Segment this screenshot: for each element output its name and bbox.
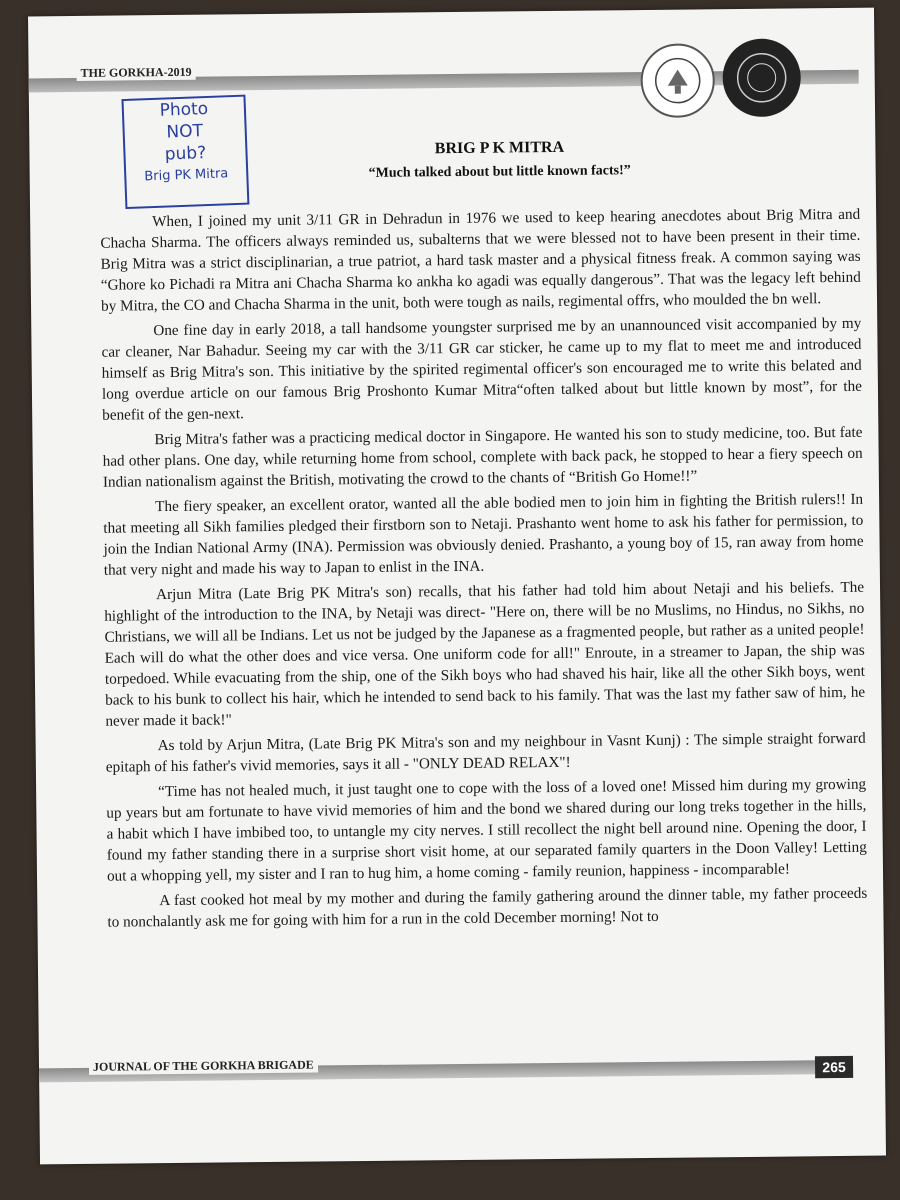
paragraph: A fast cooked hot meal by my mother and during the family gathering around the dinner table, my father proceeds to nonchalantly ask me for going with him for a run in the cold December morning! Not to — [107, 884, 868, 931]
article-body — [100, 204, 868, 937]
emblem-icon — [652, 55, 703, 106]
regiment-emblem-logo — [640, 43, 715, 118]
note-line: pub? — [164, 143, 207, 165]
article-title: BRIG P K MITRA — [434, 138, 565, 158]
paragraph: When, I joined my unit 3/11 GR in Dehradun in 1976 we used to keep hearing anecdotes about Brig Mitra and Chacha Sharma. The officers always reminded us, subalterns that we were blessed not to have been present in their time. Brig Mitra was a strict disciplinarian, a true patriot, a hard task master and a physical fitness freak. A common saying was “Ghore ko Pichadi ra Mitra ani Chacha Sharma ko ankha ko agadi was equally dangerous”. That was the legacy left behind by Mitra, the CO and Chacha Sharma in the unit, both were tough as nails, regimental offrs, who moulded the bn well. — [100, 205, 861, 315]
note-line: NOT — [166, 121, 204, 143]
jubilee-logo — [722, 38, 801, 117]
header-journal-year: THE GORKHA-2019 — [77, 65, 196, 81]
paragraph: The fiery speaker, an excellent orator, wanted all the able bodied men to join him in fighting the British rulers!! In that meeting all Sikh families pledged their firstborn son to Netaji. Prashanto went home to ask his father for permission, to join the Indian National Army (INA). Permission was obviously denied. Prashanto, a young boy of 15, ran away from home that very night and made his way to Japan to enlist in the INA. — [103, 490, 864, 579]
note-line: Photo — [159, 98, 209, 121]
paragraph: “Time has not healed much, it just taught one to cope with the loss of a loved one! Missed him during my growing up years but am fortunate to have vivid memories of him and the bond we shared during our long treks together in the hills, a habit which I have imbibed too, to untangle my city nerves. I still recollect the night bell around nine. Opening the door, I found my father standing there in a surprise short visit home, at our separated family quarters in the Doon Valley! Letting out a whopping yell, my sister and I ran to hug him, a home coming - family reunion, happiness - incomparable! — [106, 775, 867, 885]
paragraph: Arjun Mitra (Late Brig PK Mitra's son) recalls, that his father had told him about Netaji and his beliefs. The highlight of the introduction to the INA, by Netaji was direct- "Here on, there will be no Muslims, no Hindus, no Sikhs, no Christians, we will all be Indians. Let us not be judged by the Japanese as a fragmented people, but rather as a united people! Each will do what the other does and vice versa. One uniform code for all!" Enroute, in a streamer to Japan, the ship was torpedoed. While evacuating from the ship, one of the Sikh boys who had shaved his hair, like all the other Sikh boys, went back to his bunk to collect his hair, which he intended to send back to his family. That was the last my father saw of him, he never made it back!" — [104, 578, 866, 730]
paragraph: Brig Mitra's father was a practicing medical doctor in Singapore. He wanted his son to study medicine, too. But fate had other plans. One day, while returning home from school, complete with back pack, he stopped to hear a fiery speech on Indian nationalism against the British, motivating the crowd to the chants of “British Go Home!!” — [102, 423, 863, 491]
footer-journal-name: JOURNAL OF THE GORKHA BRIGADE — [89, 1057, 318, 1074]
paragraph: As told by Arjun Mitra, (Late Brig PK Mitra's son and my neighbour in Vasnt Kunj) : The simple straight forward epitaph of his father's vivid memories, says it all - "ONLY DEAD RELAX"! — [105, 729, 866, 776]
note-line: Brig PK Mitra — [144, 166, 229, 185]
jubilee-emblem-icon — [733, 49, 790, 106]
journal-page — [28, 8, 886, 1165]
paragraph: One fine day in early 2018, a tall handsome youngster surprised me by an unannounced visit accompanied by my car cleaner, Nar Bahadur. Seeing my car with the 3/11 GR car sticker, he came up to my flat to meet me and introduced himself as Brig Mitra's son. This initiative by the spirited regimental officer's son encouraged me to write this belated and long overdue article on our famous Brig Proshonto Kumar Mitra“often talked about but little known by most”, for the benefit of the gen-next. — [101, 314, 863, 424]
page-number: 265 — [815, 1056, 853, 1078]
article-subtitle: “Much talked about but little known facts!” — [368, 163, 631, 181]
handwritten-note — [121, 95, 249, 209]
